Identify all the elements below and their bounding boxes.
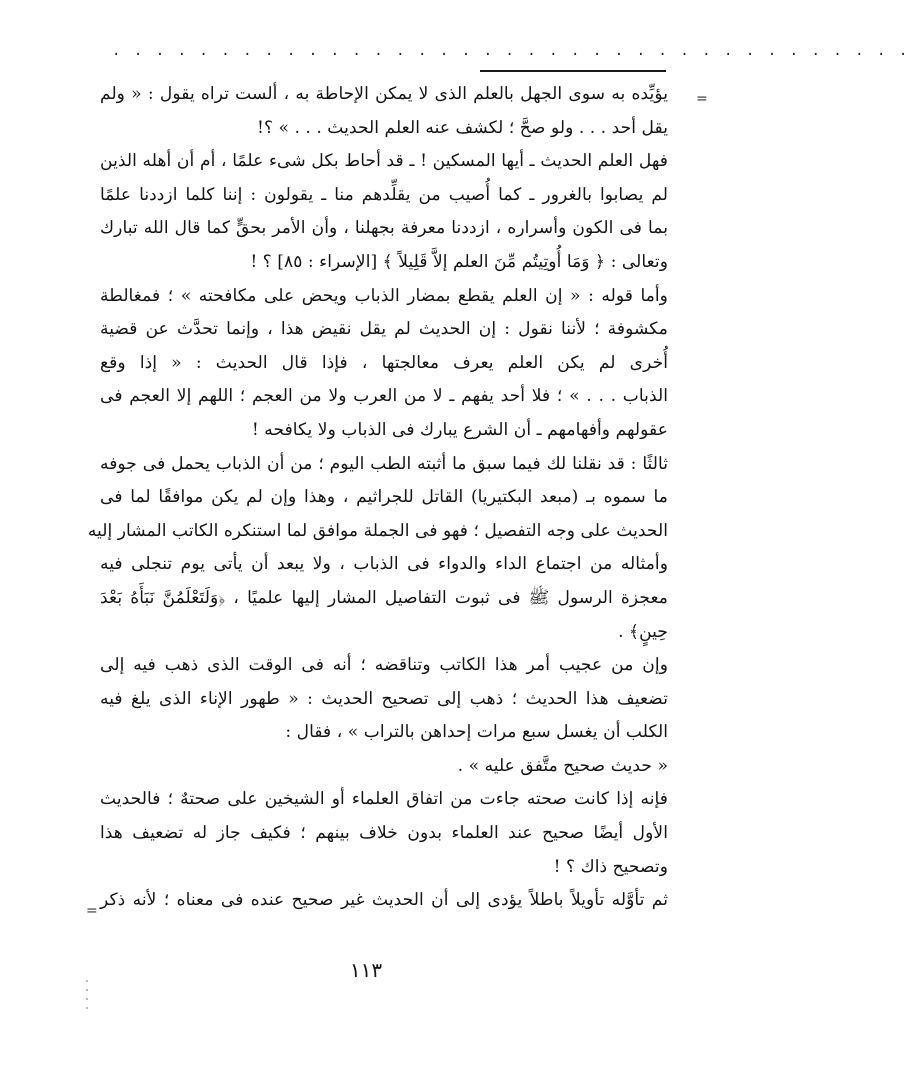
- text-line: الذباب . . . » ؛ فلا أحد يفهم ـ لا من العرب ولا من العجم ؛ اللهم إلا العجم فى: [100, 386, 668, 407]
- text-line: عقولهم وأفهامهم ـ أن الشرع يبارك فى الذباب ولا يكافحه !: [251, 419, 668, 440]
- text-line: بما فى الكون وأسراره ، ازددنا معرفة بجهلنا ، وأن الأمر بحقٍّ كما قال الله تبارك: [100, 218, 668, 239]
- text-line: وأمثاله من اجتماع الداء والدواء فى الذباب ، ولا يبعد أن يأتى يوم تنجلى فيه: [100, 554, 668, 575]
- text-line: الكلب أن يغسل سبع مرات إحداهن بالتراب » ، فقال :: [285, 722, 668, 743]
- text-line: الحديث على وجه التفصيل ؛ فهو فى الجملة موافق لما استنكره الكاتب المشار إليه: [87, 520, 668, 541]
- text-line: فإنه إذا كانت صحته جاءت من اتفاق العلماء أو الشيخين على صحتهٌ ؛ فالحديث: [100, 789, 668, 810]
- header-dotted-rule: . . . . . . . . . . . . . . . . . . . . . . . . . . . . . . . . . . . . .: [112, 43, 910, 59]
- text-line: حِينٍ﴾ .: [618, 621, 668, 642]
- text-line: وتصحيح ذاك ؟ !: [553, 856, 668, 877]
- text-line: ثم تأوَّله تأويلاً باطلاً يؤدى إلى أن الحديث غير صحيح عنده فى معناه ؛ لأنه ذكر: [100, 890, 668, 911]
- margin-mark-top: =: [696, 91, 708, 107]
- text-line: فهل العلم الحديث ـ أيها المسكين ! ـ قد أحاط بكل شىء علمًا ، أم أن أهله الذين: [100, 151, 668, 172]
- header-rule: [480, 70, 666, 72]
- text-line: يؤيِّده به سوى الجهل بالعلم الذى لا يمكن الإحاطة به ، ألست تراه يقول : « ولم: [100, 84, 668, 104]
- text-line: ثالثًا : قد نقلنا لك فيما سبق ما أثبته الطب اليوم ؛ من أن الذباب يحمل فى جوفه: [100, 453, 668, 474]
- text-line: لم يصابوا بالغرور ـ كما أُصيب من يقلِّدهم منا ـ يقولون : إننا كلما ازددنا علمًا: [100, 184, 668, 205]
- margin-mark-bottom: =: [86, 903, 98, 919]
- text-line: تضعيف هذا الحديث ؛ ذهب إلى تصحيح الحديث : « طهور الإناء الذى يلغ فيه: [100, 688, 668, 709]
- text-line: وإن من عجيب أمر هذا الكاتب وتناقضه ؛ أنه فى الوقت الذى ذهب فيه إلى: [100, 655, 668, 676]
- text-line: يقل أحد . . . ولو صحَّ ؛ لكشف عنه العلم الحديث . . . » ؟!: [257, 117, 668, 138]
- text-line: « حديث صحيح متَّفق عليه » .: [457, 755, 668, 776]
- text-line: الأول أيضًا صحيح عند العلماء بدون خلاف بينهم ؛ فكيف جاز له تضعيف هذا: [100, 823, 668, 844]
- scan-specks: [84, 980, 90, 1020]
- text-line: أُخرى لم يكن العلم يعرف معالجتها ، فإذا قال الحديث : « إذا وقع: [100, 352, 668, 373]
- text-line: ما سموه بـ (مبعد البكتيريا) القاتل للجراثيم ، وهذا وإن لم يكن موافقًا لما فى: [100, 487, 668, 508]
- text-line: وأما قوله : « إن العلم يقطع بمضار الذباب ويحض على مكافحته » ؛ فمغالطة: [100, 285, 668, 306]
- text-line: وتعالى : ﴿ وَمَا أُوتِيتُم مِّنَ العلم إلاَّ قَلِيلاً ﴾ [الإسراء : ٨٥] ؟ !: [250, 251, 668, 272]
- text-line: معجزة الرسول ﷺ فى ثبوت التفاصيل المشار إليها علميًا ، ﴿وَلَتَعْلَمُنَّ نَبَأَهُ بَعْدَ: [100, 587, 668, 608]
- text-line: مكشوفة ؛ لأننا نقول : إن الحديث لم يقل نقيض هذا ، وإنما تحدَّث عن قضية: [100, 319, 668, 340]
- page-number: ١١٣: [349, 958, 383, 982]
- body-text: [87, 78, 668, 918]
